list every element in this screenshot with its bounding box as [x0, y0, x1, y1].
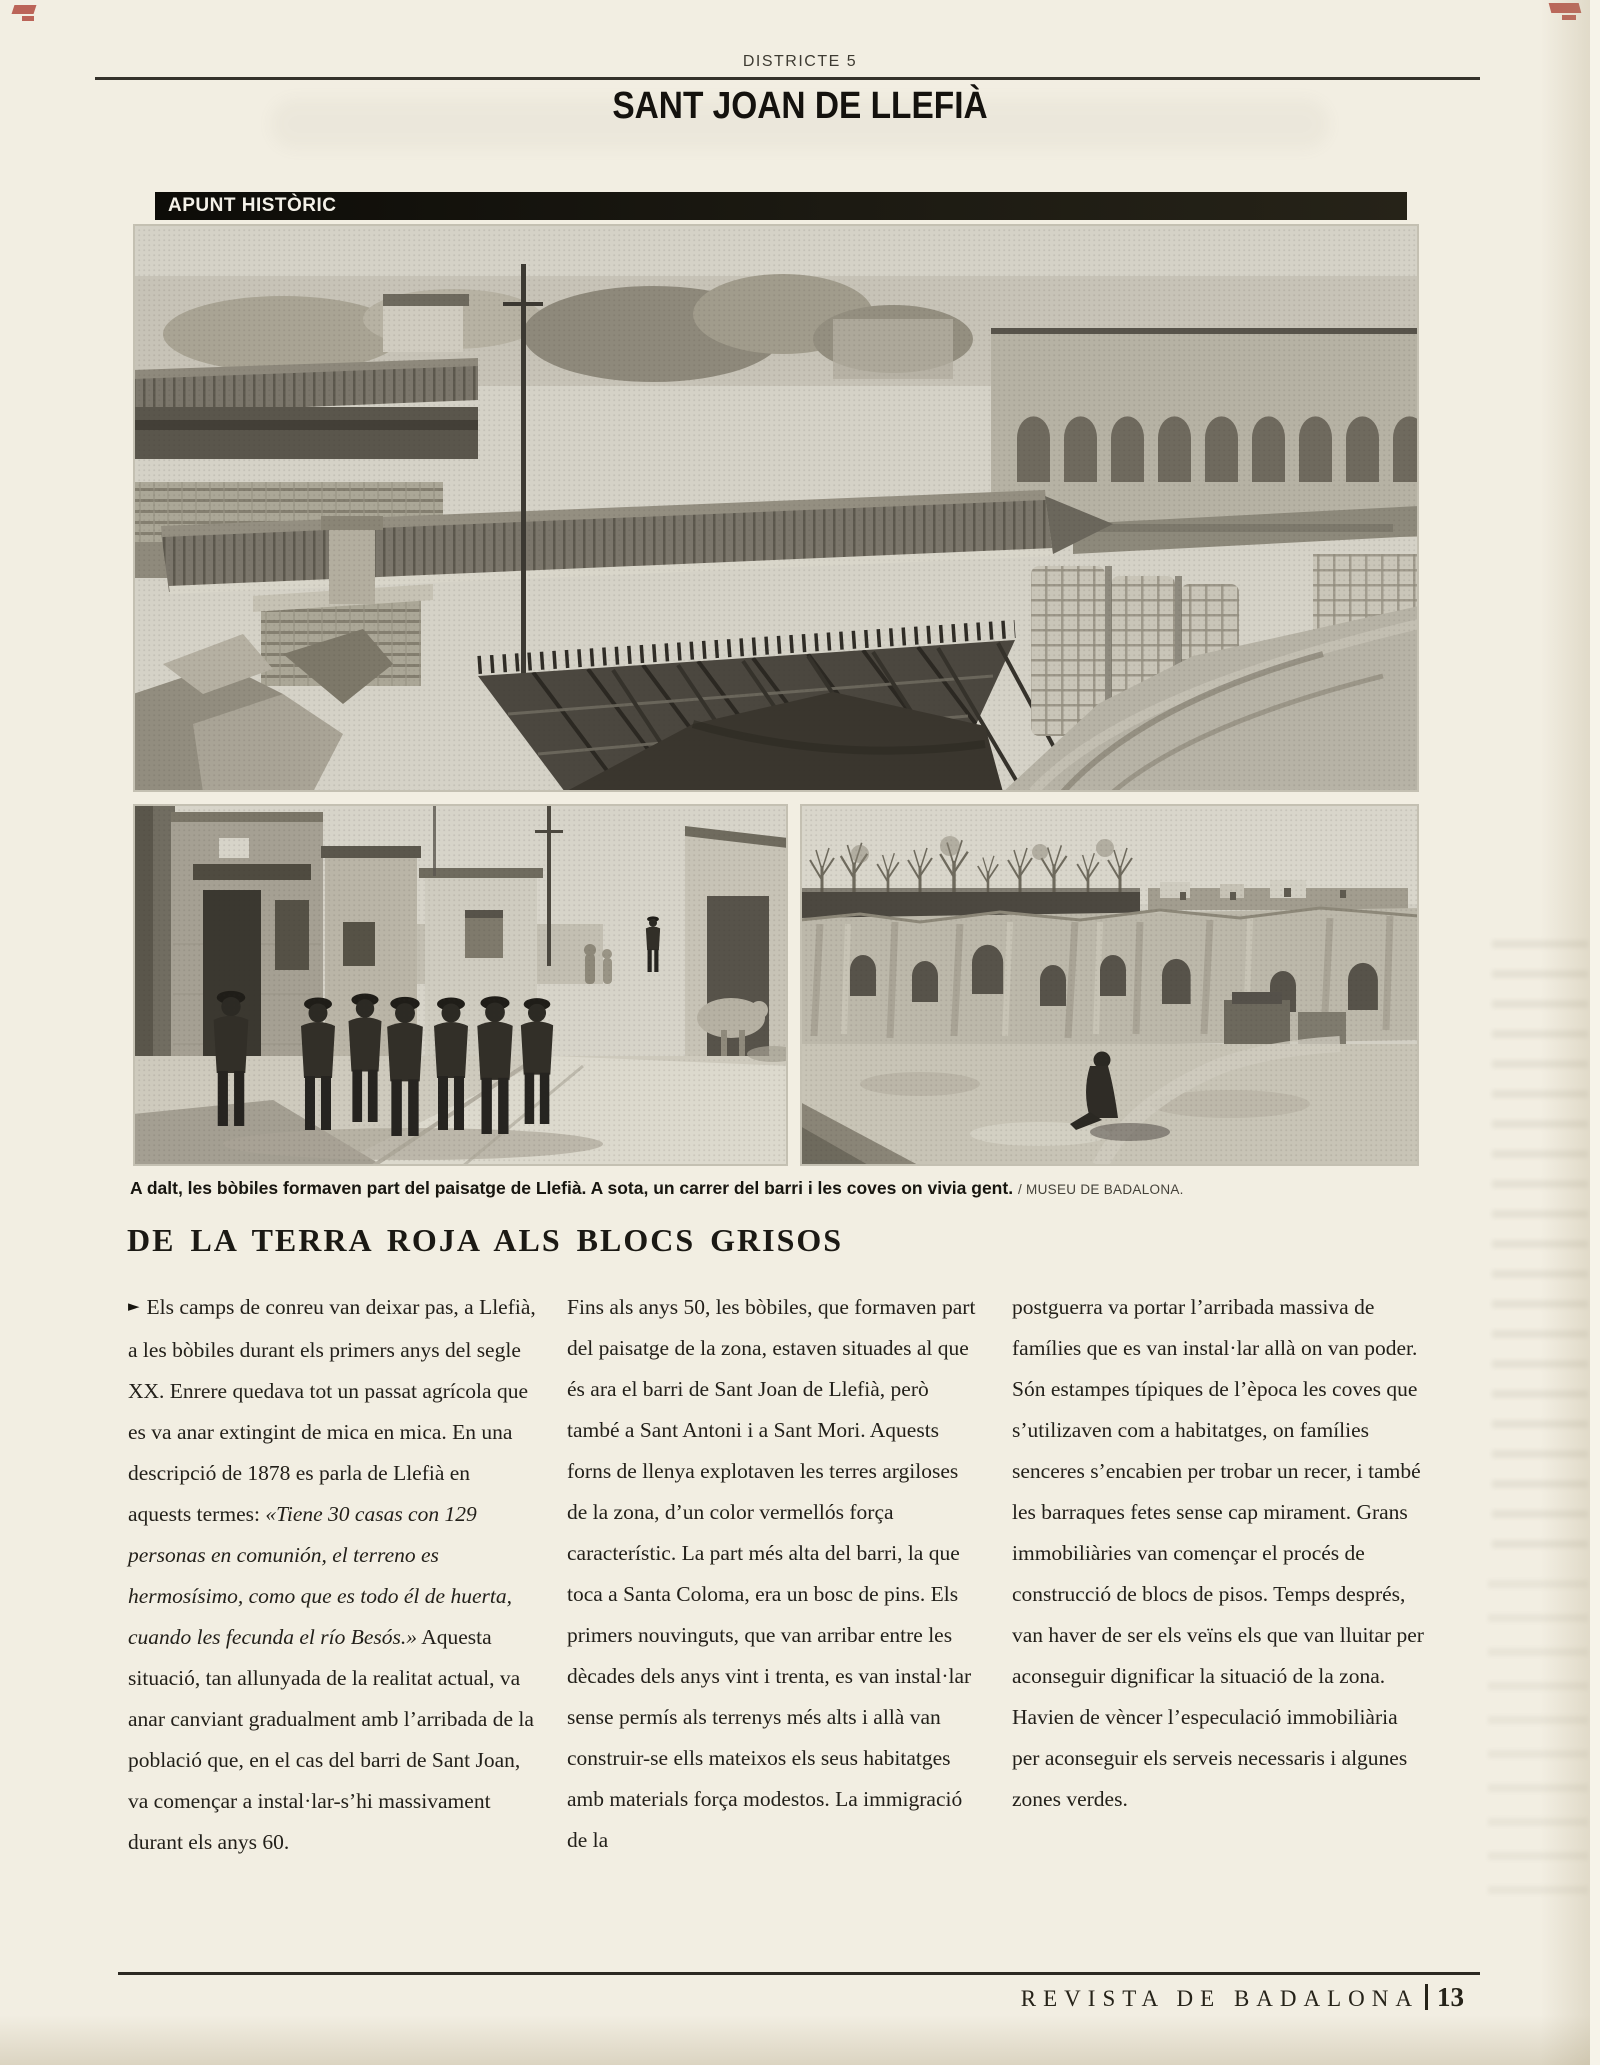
page-edge-bottom-shadow [0, 2015, 1600, 2065]
print-mark-top-left [12, 5, 37, 14]
col1-text-post: Aquesta situació, tan allunyada de la realitat actual, va anar canviant gradualment amb l’arribada de la població que, en el cas del barri de Sant Joan, va començar a instal·lar-s’hi massivament durant els anys 60. [128, 1625, 534, 1854]
coves-landscape-illustration [800, 804, 1419, 1166]
section-bar [155, 192, 1407, 220]
article-column-3: postguerra va portar l’arribada massiva de famílies que es van instal·lar allà on van poder. Són estampes típiques de l’època les coves que s’utilizaven com a habitatges, on famílies senceres s’encabien per trobar un recer, i també les barraques fetes sense cap mirament. Grans immobiliàries van començar el procés de construcció de blocs de pisos. Temps després, van haver de ser els veïns els que van lluitar per aconseguir dignificar la situació de la zona. Havien de vèncer l’especulació immobiliària per aconseguir els serveis necessaris i algunes zones verdes. [1012, 1295, 1424, 1811]
footer-rule [118, 1972, 1480, 1975]
street-photo [133, 804, 788, 1166]
bullet-triangle-icon: ► [128, 1297, 140, 1315]
footer-divider [1425, 1984, 1428, 2010]
coves-photo [800, 804, 1419, 1166]
print-mark-top-left-2 [22, 16, 34, 21]
caption-credit: / MUSEU DE BADALONA. [1017, 1182, 1184, 1197]
caption-text: A dalt, les bòbiles formaven part del paisatge de Llefià. A sota, un carrer del barri i les coves on vivia gent. [130, 1178, 1014, 1198]
section-bar-label: APUNT HISTÒRIC [168, 195, 337, 216]
photo-caption [130, 1178, 1422, 1199]
halftone-overlay [133, 224, 1419, 792]
header-rule [95, 77, 1480, 80]
district-kicker: DISTRICTE 5 [742, 53, 858, 70]
article-column-1 [128, 1287, 536, 1863]
article-column-2: Fins als anys 50, les bòbiles, que formaven part del paisatge de la zona, estaven situades al que és ara el barri de Sant Joan de Llefià, però també a Sant Antoni i a Sant Mori. Aquests forns de llenya explotaven les terres argiloses de la zona, d’un color vermellós força característic. La part més alta del barri, la que toca a Santa Coloma, era un bosc de pins. Els primers nouvinguts, que van arribar entre les dècades dels anys vint i trenta, es van instal·lar sense permís als terrenys més alts i allà van construir-se ells mateixos els seus habitatges amb materials força modestos. La immigració de la [567, 1295, 976, 1852]
page-edge-strip [1590, 0, 1600, 2065]
page-title: SANT JOAN DE LLEFIÀ [612, 85, 988, 127]
footer-page-number: 13 [1437, 1982, 1464, 2012]
footer-publication: REVISTA DE BADALONA [1020, 1986, 1419, 2011]
main-photo-bobila [133, 224, 1419, 792]
bobila-panorama-illustration [133, 224, 1419, 792]
col1-text-pre: Els camps de conreu van deixar pas, a Llefià, a les bòbiles durant els primers anys del segle XX. Enrere quedava tot un passat agrícola que es va anar extingint de mica en mica. En una descripció de 1878 es parla de Llefià en aquests termes: [128, 1295, 536, 1526]
halftone-overlay [800, 804, 1419, 1166]
footer [118, 1982, 1464, 2013]
col1-quote-italic: «Tiene 30 casas con 129 personas en comunión, el terreno es hermosísimo, como que es todo él de huerta, cuando les fecunda el río Besós.» [128, 1502, 512, 1649]
street-scene-illustration [133, 804, 788, 1166]
halftone-overlay [133, 804, 788, 1166]
article-headline: DE LA TERRA ROJA ALS BLOCS GRISOS [127, 1222, 844, 1258]
